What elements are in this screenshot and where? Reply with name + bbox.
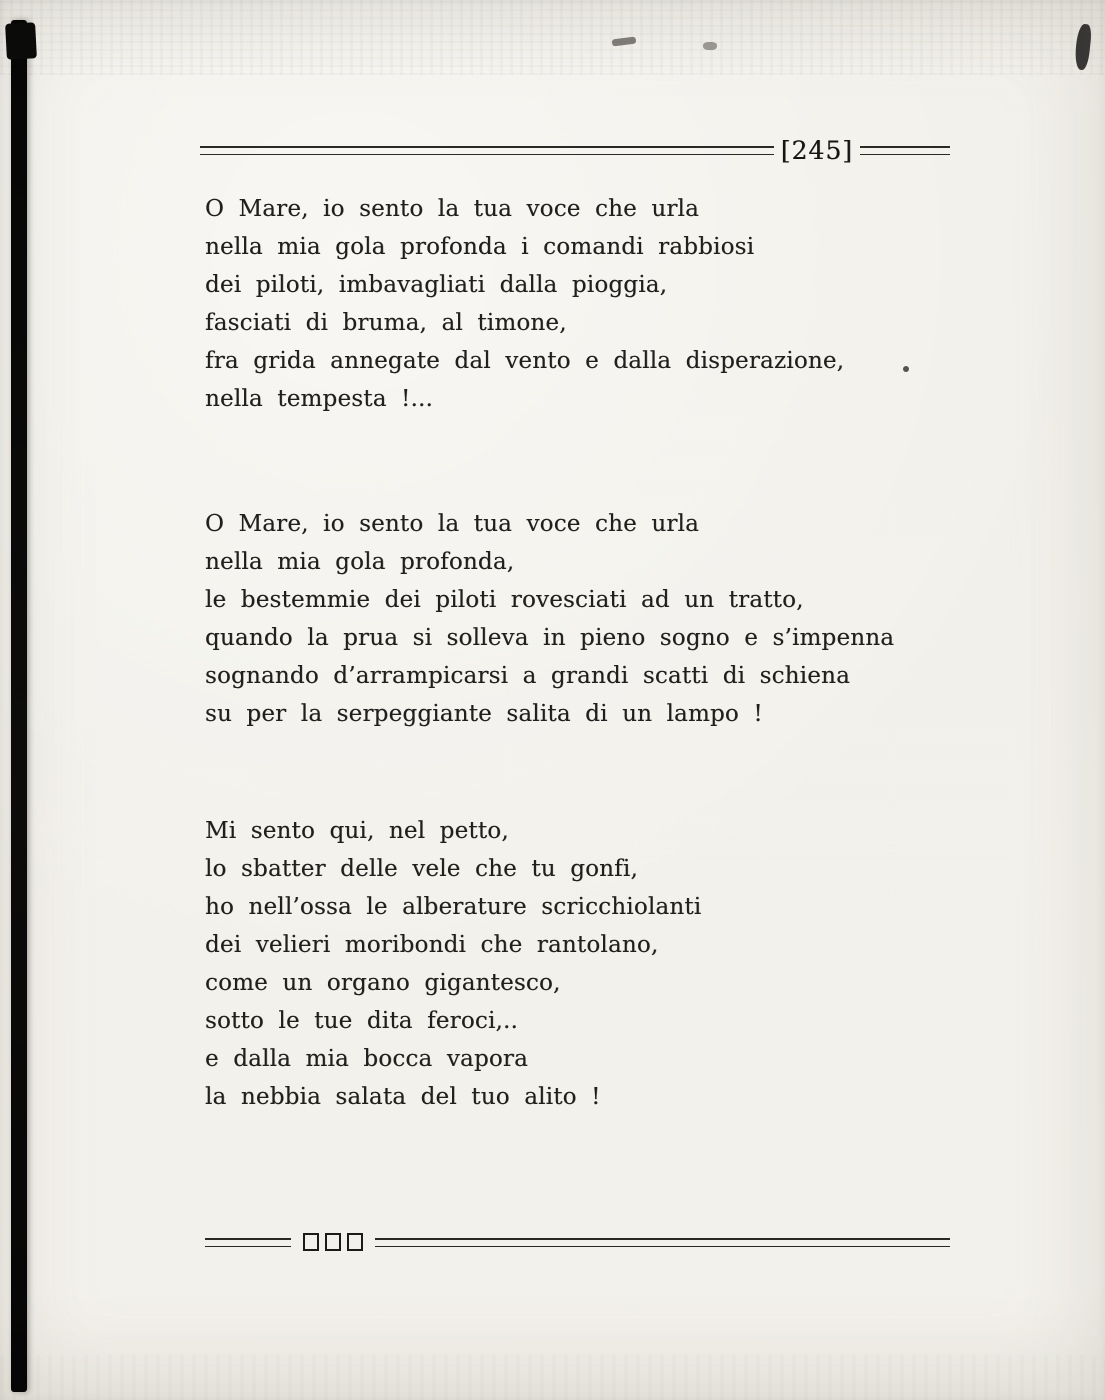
poem-line: fra grida annegate dal vento e dalla disperazione,	[205, 348, 845, 374]
poem-line: e dalla mia bocca vapora	[205, 1046, 529, 1072]
page-number: [245]	[780, 135, 853, 165]
poem-line: lo sbatter delle vele che tu gonfi,	[205, 856, 638, 882]
book-gutter-bar	[11, 20, 27, 1392]
poem-line: O Mare, io sento la tua voce che urla	[205, 196, 699, 222]
stanza	[205, 812, 1035, 1116]
poem-line: su per la serpeggiante salita di un lampo !	[205, 701, 763, 727]
poem-line: O Mare, io sento la tua voce che urla	[205, 511, 699, 537]
footer-rule-left-line	[205, 1238, 291, 1247]
stanza	[205, 505, 1035, 733]
footer-rule-right-line	[375, 1238, 950, 1247]
poem-line: ho nell’ossa le alberature scricchiolanti	[205, 894, 702, 920]
poem-line: nella mia gola profonda i comandi rabbiosi	[205, 234, 755, 260]
header-rule	[200, 136, 950, 164]
square-ornament-icon	[325, 1233, 341, 1251]
poem-line: fasciati di bruma, al timone,	[205, 310, 567, 336]
poem-line: sotto le tue dita feroci,..	[205, 1008, 519, 1034]
stanza	[205, 190, 1035, 418]
poem-line: nella tempesta !...	[205, 386, 434, 412]
poem-line: sognando d’arrampicarsi a grandi scatti di schiena	[205, 663, 850, 689]
poem-body	[205, 190, 1035, 1116]
scan-noise-top	[0, 0, 1105, 75]
footer-rule	[205, 1230, 950, 1254]
square-ornament-icon	[347, 1233, 363, 1251]
header-rule-right-line	[860, 146, 950, 155]
poem-line: dei velieri moribondi che rantolano,	[205, 932, 659, 958]
poem-line: la nebbia salata del tuo alito !	[205, 1084, 601, 1110]
poem-line: Mi sento qui, nel petto,	[205, 818, 509, 844]
header-rule-left-line	[200, 146, 774, 155]
poem-line: le bestemmie dei piloti rovesciati ad un tratto,	[205, 587, 804, 613]
ornament-squares-icon	[291, 1233, 375, 1251]
poem-line: quando la prua si solleva in pieno sogno e s’impenna	[205, 625, 895, 651]
poem-line: nella mia gola profonda,	[205, 549, 515, 575]
poem-line: come un organo gigantesco,	[205, 970, 561, 996]
square-ornament-icon	[303, 1233, 319, 1251]
poem-line: dei piloti, imbavagliati dalla pioggia,	[205, 272, 668, 298]
scan-noise-bottom	[0, 1355, 1105, 1400]
